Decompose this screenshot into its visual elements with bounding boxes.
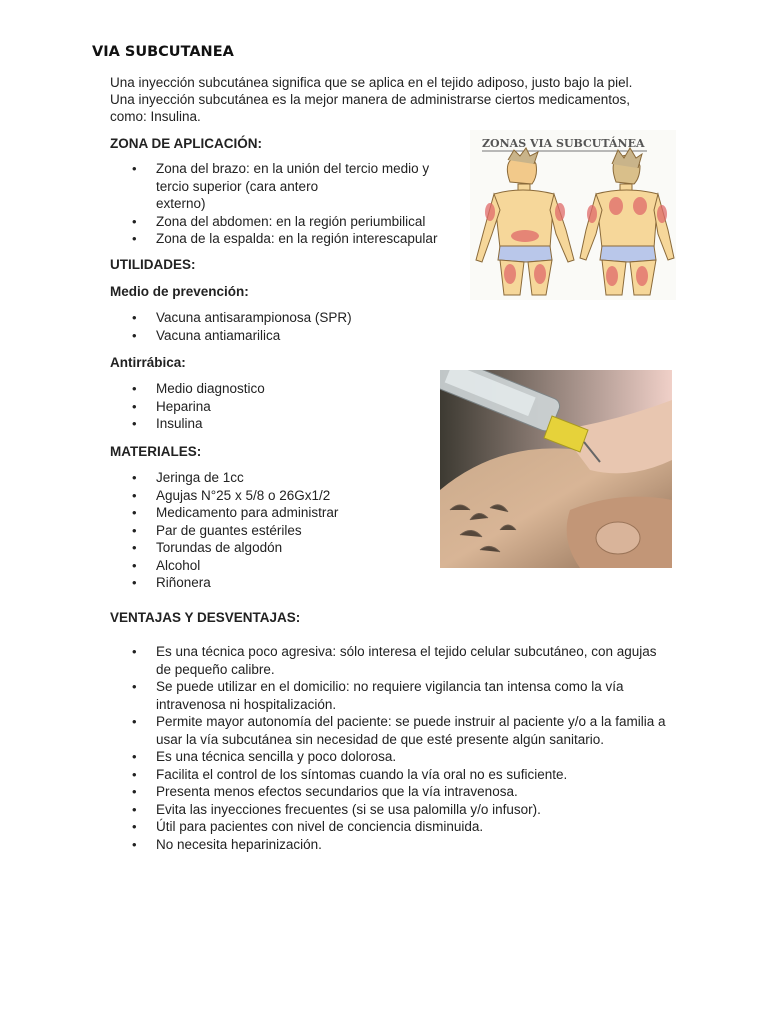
list-item: • Jeringa de 1cc xyxy=(110,469,430,487)
list-item: • Zona de la espalda: en la región interescapular xyxy=(110,230,460,248)
ventajas-list xyxy=(110,643,670,853)
antirrabica-heading: Antirrábica: xyxy=(110,355,186,370)
materiales-heading: MATERIALES: xyxy=(110,444,202,459)
prevencion-heading: Medio de prevención: xyxy=(110,284,249,299)
antirrabica-list xyxy=(110,380,430,433)
list-item: • Agujas N°25 x 5/8 o 26Gx1/2 xyxy=(110,487,430,505)
materiales-list xyxy=(110,469,430,592)
list-item: • Evita las inyecciones frecuentes (si se usa palomilla y/o infusor). xyxy=(110,801,670,819)
intro-paragraph: Una inyección subcutánea significa que se aplica en el tejido adiposo, justo bajo la piel. Una inyección subcutánea es la mejor manera de administrarse ciertos medicamentos, como: Insulina. xyxy=(110,75,633,124)
zonas-figure xyxy=(470,130,676,300)
page-title: VIA SUBCUTANEA xyxy=(92,44,234,60)
utilidades-heading: UTILIDADES: xyxy=(110,257,196,272)
list-item: • Es una técnica sencilla y poco dolorosa. xyxy=(110,748,670,766)
list-item: • Alcohol xyxy=(110,557,430,575)
injection-photo-drawing xyxy=(440,370,672,568)
list-item: • Vacuna antiamarilica xyxy=(110,327,430,345)
list-item: • Zona del brazo: en la unión del tercio medio y tercio superior (cara antero externo) xyxy=(110,160,460,213)
list-item: • Insulina xyxy=(110,415,430,433)
body-zones-illustration xyxy=(470,130,676,300)
list-item: • Útil para pacientes con nivel de conciencia disminuida. xyxy=(110,818,670,836)
list-item: • Vacuna antisarampionosa (SPR) xyxy=(110,309,430,327)
list-item: • Medio diagnostico xyxy=(110,380,430,398)
list-item: • Torundas de algodón xyxy=(110,539,430,557)
list-item: • No necesita heparinización. xyxy=(110,836,670,854)
zona-heading: ZONA DE APLICACIÓN: xyxy=(110,136,262,151)
list-item: • Riñonera xyxy=(110,574,430,592)
list-item: • Se puede utilizar en el domicilio: no requiere vigilancia tan intensa como la vía intravenosa ni hospitalización. xyxy=(110,678,670,713)
list-item: • Presenta menos efectos secundarios que la vía intravenosa. xyxy=(110,783,670,801)
list-item: • Par de guantes estériles xyxy=(110,522,430,540)
prevencion-list xyxy=(110,309,430,344)
list-item: • Permite mayor autonomía del paciente: se puede instruir al paciente y/o a la familia a usar la vía subcutánea sin necesidad de que esté presente algún sanitario. xyxy=(110,713,670,748)
list-item: • Medicamento para administrar xyxy=(110,504,430,522)
ventajas-heading: VENTAJAS Y DESVENTAJAS: xyxy=(110,610,301,625)
list-item: • Es una técnica poco agresiva: sólo interesa el tejido celular subcutáneo, con agujas de pequeño calibre. xyxy=(110,643,670,678)
figure-title: ZONAS VIA SUBCUTÁNEA xyxy=(482,137,645,150)
list-item: • Heparina xyxy=(110,398,430,416)
list-item: • Zona del abdomen: en la región periumbilical xyxy=(110,213,460,231)
list-item: • Facilita el control de los síntomas cuando la vía oral no es suficiente. xyxy=(110,766,670,784)
zona-list xyxy=(110,160,460,248)
injection-photo xyxy=(440,370,672,568)
